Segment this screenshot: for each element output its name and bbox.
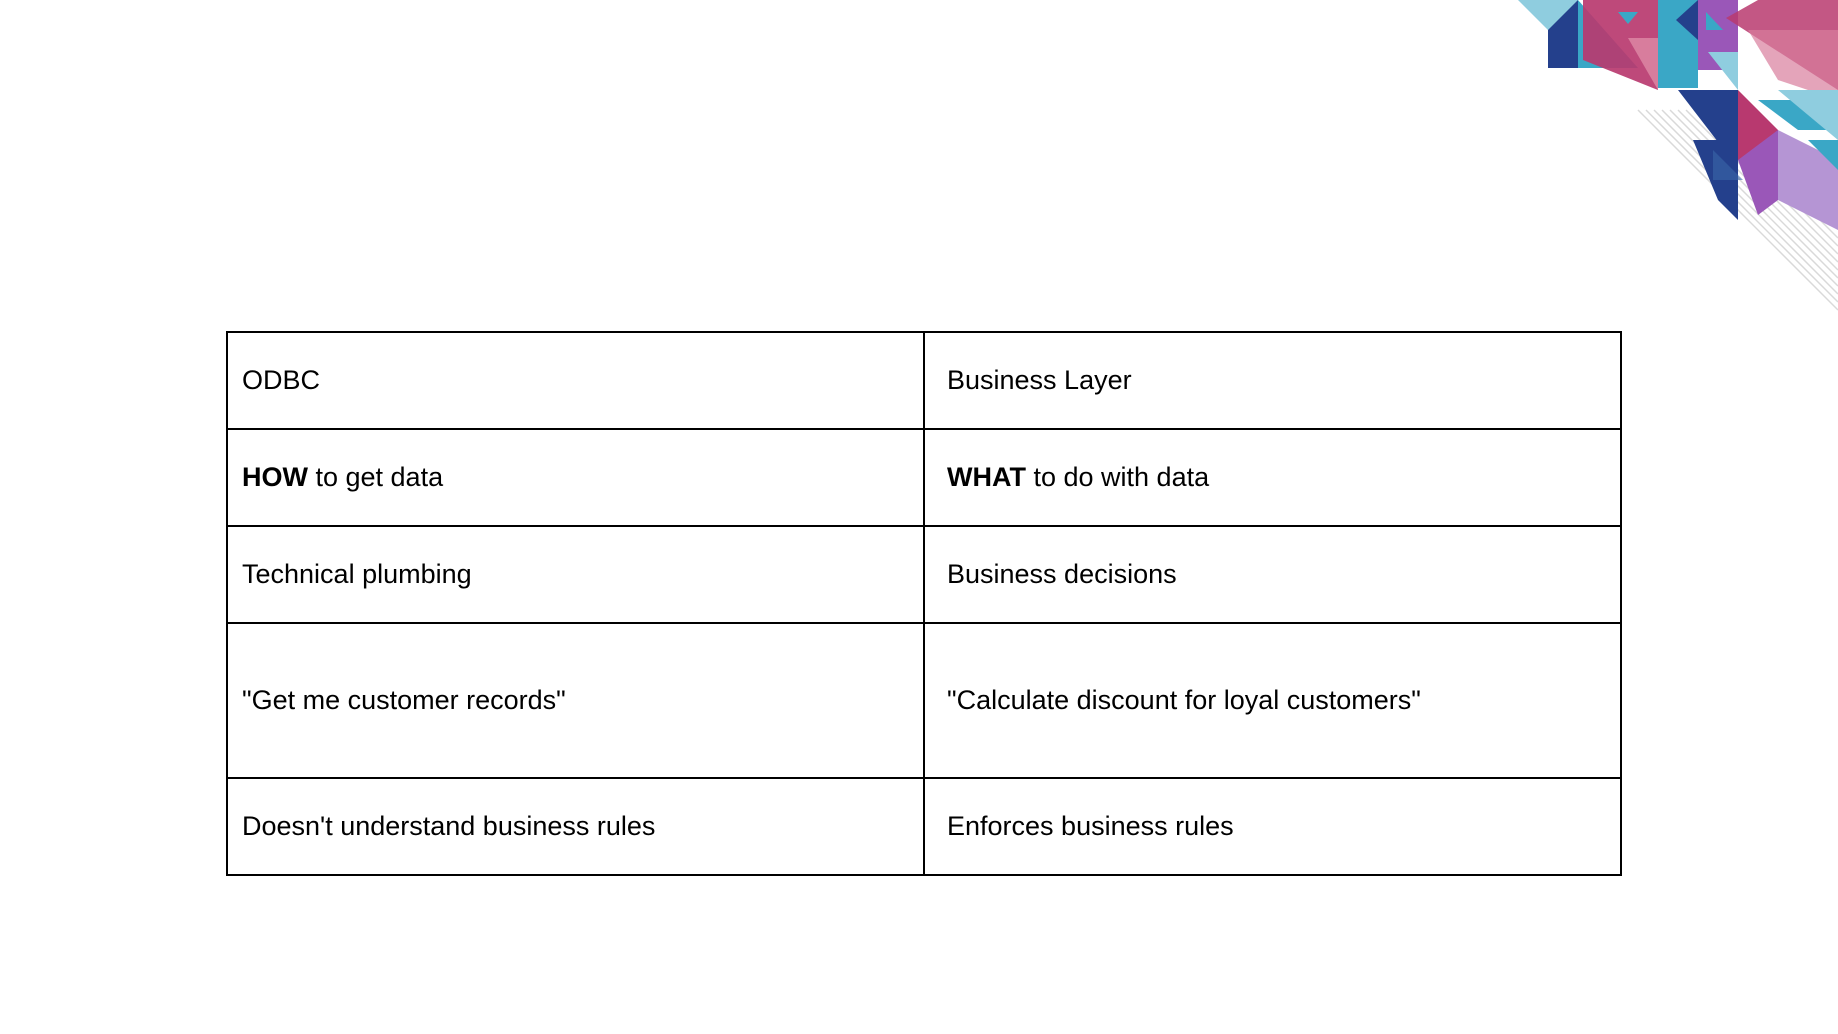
- comparison-table: [226, 331, 1622, 876]
- table-cell-doesnt-understand-rules: [227, 778, 924, 875]
- table-row: [227, 623, 1621, 778]
- cell-text: "Calculate discount for loyal customers": [947, 685, 1421, 716]
- table-cell-business-decisions: [924, 526, 1621, 623]
- cell-text: "Get me customer records": [242, 685, 566, 716]
- decorative-corner-graphic: [1518, 0, 1838, 330]
- cell-text-bold: HOW: [242, 462, 308, 493]
- cell-text: Enforces business rules: [947, 811, 1234, 842]
- geometric-triangles: [1518, 0, 1838, 230]
- table-row: [227, 429, 1621, 526]
- table-row: [227, 332, 1621, 429]
- table-cell-business-layer: [924, 332, 1621, 429]
- cell-text: to do with data: [1025, 462, 1210, 493]
- cell-text: Business decisions: [947, 559, 1177, 590]
- cell-text: Technical plumbing: [242, 559, 472, 590]
- cell-text: Business Layer: [947, 365, 1132, 396]
- table-cell-enforces-rules: [924, 778, 1621, 875]
- cell-text: ODBC: [242, 365, 321, 396]
- table-cell-calculate-discount: [924, 623, 1621, 778]
- table-cell-odbc: [227, 332, 924, 429]
- table-cell-technical-plumbing: [227, 526, 924, 623]
- table-row: [227, 526, 1621, 623]
- table-cell-get-customer-records: [227, 623, 924, 778]
- cell-text: Doesn't understand business rules: [242, 811, 656, 842]
- table-cell-what: [924, 429, 1621, 526]
- cell-text: to get data: [307, 462, 444, 493]
- table-row: [227, 778, 1621, 875]
- table-cell-how: [227, 429, 924, 526]
- cell-text-bold: WHAT: [947, 462, 1026, 493]
